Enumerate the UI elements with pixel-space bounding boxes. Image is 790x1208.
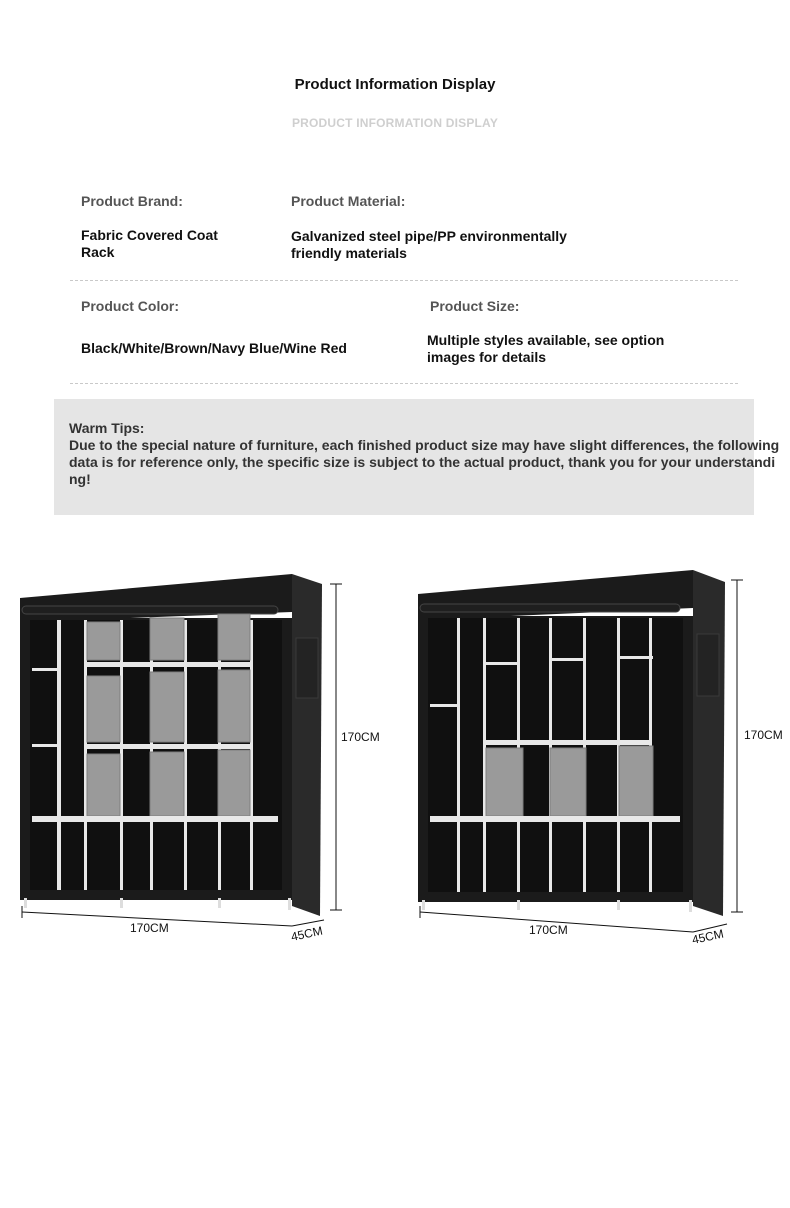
side-pocket [296,638,318,698]
spec-divider [70,280,738,281]
warm-tips-box [54,399,780,515]
color-value: Black/White/Brown/Navy Blue/Wine Red [81,340,347,356]
wardrobe-side-panel [292,574,322,916]
depth-label: 45CM [289,923,324,944]
width-label: 170CM [529,923,568,937]
hanging-rail [420,604,680,612]
hanging-rail [22,606,278,614]
material-value: Galvanized steel pipe/PP environmentally friendly materials [291,228,567,261]
brand-value: Fabric Covered Coat Rack [81,227,218,260]
brand-label: Product Brand: [81,193,183,209]
fabric-boxes [486,746,653,816]
height-label: 170CM [744,728,783,742]
page-subtitle: PRODUCT INFORMATION DISPLAY [291,116,499,130]
warm-tips-body: Due to the special nature of furniture, each finished product size may have slight differences, the following data is for reference only, the specific size is subject to the actual product, thank you for your understanding! [69,437,780,487]
wardrobe-side-panel [693,570,725,916]
wardrobe-top-cover [20,574,292,622]
wardrobe-illustration-2 [395,560,790,960]
color-label: Product Color: [81,298,179,314]
depth-label: 45CM [690,926,725,947]
material-label: Product Material: [291,193,406,209]
size-value: Multiple styles available, see option images for details [427,332,665,365]
side-pocket [697,634,719,696]
spec-divider [70,383,738,384]
page-title: Product Information Display [294,76,496,93]
size-label: Product Size: [430,298,520,314]
width-label: 170CM [130,921,169,935]
wardrobe-illustration-1 [0,560,395,960]
fabric-boxes [87,614,250,816]
warm-tips-title: Warm Tips: [69,420,145,436]
height-label: 170CM [341,730,380,744]
